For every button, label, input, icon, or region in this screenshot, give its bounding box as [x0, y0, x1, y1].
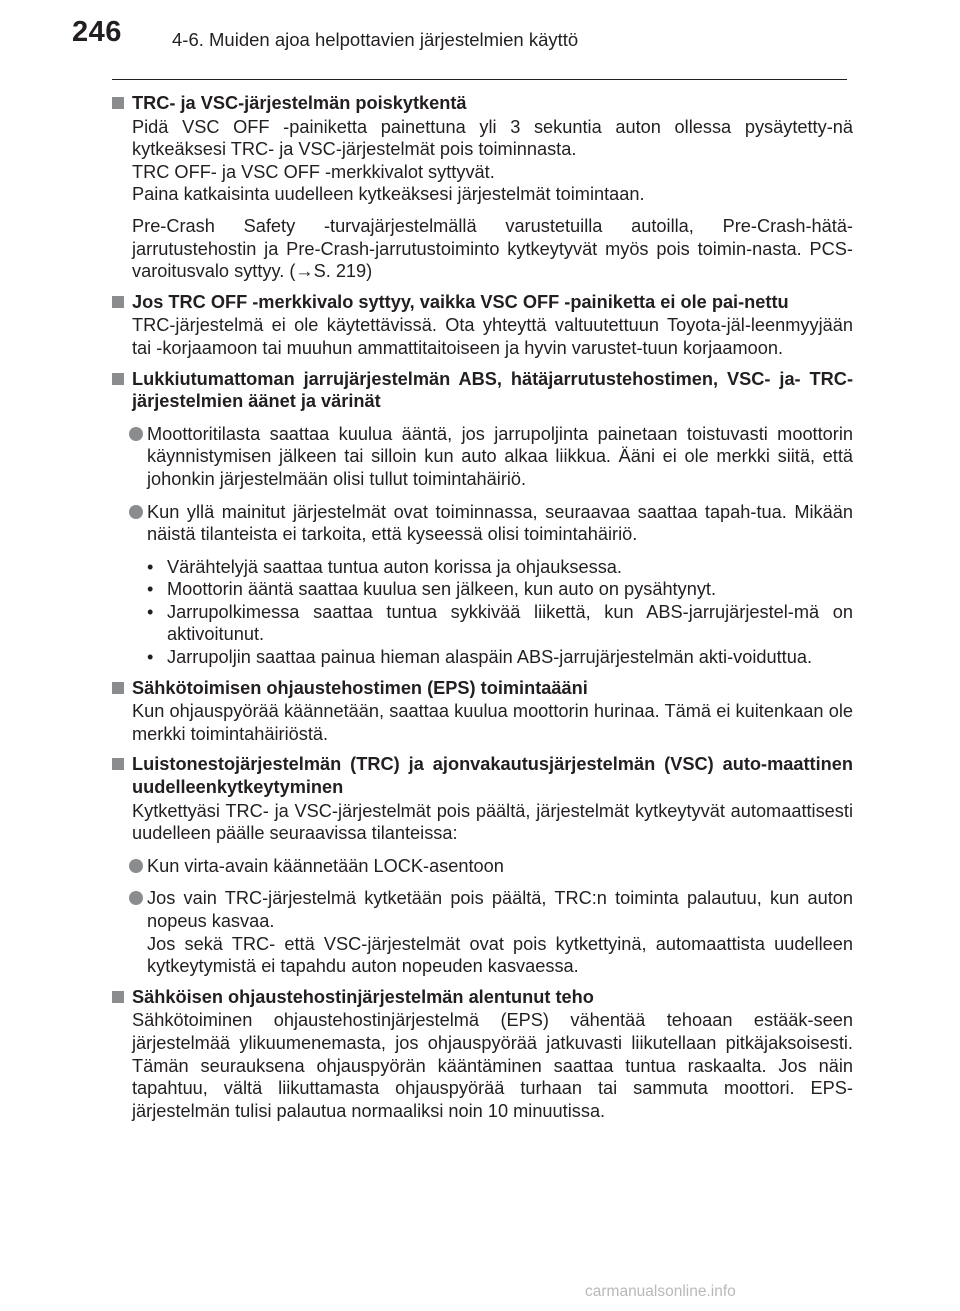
list-item-text: Moottoritilasta saattaa kuulua ääntä, jos jarrupoljinta painetaan toistuvasti moottorin käynnistymisen jälkeen tai silloin kun auto alkaa liikkua. Ääni ei ole merkki siitä, että johonkin järjestelmään olisi tullut toimintahäiriö.: [147, 423, 853, 489]
sub-list-item-text: Värähtelyjä saattaa tuntua auton korissa ja ohjauksessa.: [167, 556, 622, 577]
paragraph: [112, 116, 853, 206]
list-item-text: Kun virta-avain käännetään LOCK-asentoon: [147, 855, 504, 876]
list-item-text: Kun yllä mainitut järjestelmät ovat toiminnassa, seuraavaa saattaa tapah-tua. Mikään näistä tilanteista ei tarkoita, että kyseessä olisi toimintahäiriö.: [147, 501, 853, 545]
heading-text: Sähkötoimisen ohjaustehostimen (EPS) toimintaääni: [132, 677, 588, 698]
round-bullet-icon: [129, 859, 143, 873]
list-item-text: Jos vain TRC-järjestelmä kytketään pois päältä, TRC:n toiminta palautuu, kun auton nopeus kasvaa.: [147, 888, 853, 931]
section-heading: [112, 291, 853, 314]
heading-text: Lukkiutumattoman jarrujärjestelmän ABS, hätäjarrutustehostimen, VSC- ja- TRC-järjestelmien äänet ja värinät: [132, 368, 853, 412]
sub-list-item-text: Moottorin ääntä saattaa kuulua sen jälkeen, kun auto on pysähtynyt.: [167, 579, 717, 600]
heading-text: Sähköisen ohjaustehostinjärjestelmän alentunut teho: [132, 986, 594, 1007]
square-bullet-icon: [112, 682, 124, 694]
dot-mark-icon: •: [147, 579, 154, 600]
sub-list-item: [147, 556, 853, 579]
square-bullet-icon: [112, 991, 124, 1003]
square-bullet-icon: [112, 758, 124, 770]
round-bullet-icon: [129, 505, 143, 519]
section-eps-sound: [112, 677, 853, 746]
section-trc-off-indicator: [112, 291, 853, 360]
paragraph: Kytkettyäsi TRC- ja VSC-järjestelmät pois päältä, järjestelmät kytkeytyvät automaattisesti uudelleen päälle seuraavissa tilanteissa:: [132, 800, 853, 844]
heading-text: Jos TRC OFF -merkkivalo syttyy, vaikka VSC OFF -painiketta ei ole pai-nettu: [132, 291, 789, 312]
paragraph: Pre-Crash Safety -turvajärjestelmällä varustetuilla autoilla, Pre-Crash-hätä-jarrutustehostin ja Pre-Crash-jarrutustoiminto kytkeytyvät myös pois toimin-nasta. PCS-varoitusvalo syttyy. (→S. 219): [132, 215, 853, 282]
section-heading: [112, 677, 853, 700]
heading-text: Luistonestojärjestelmän (TRC) ja ajonvakautusjärjestelmän (VSC) auto-maattinen uudelleenkytkeytyminen: [132, 754, 853, 798]
page-number: 246: [72, 16, 122, 48]
section-trc-vsc-off: [112, 92, 853, 283]
list-item: [112, 887, 853, 977]
paragraph-text: Paina katkaisinta uudelleen kytkeäksesi järjestelmät toimintaan.: [132, 184, 645, 205]
round-bullet-icon: [129, 427, 143, 441]
dot-mark-icon: •: [147, 601, 154, 622]
paragraph: Kun ohjauspyörää käännetään, saattaa kuulua moottorin hurinaa. Tämä ei kuitenkaan ole merkki toimintahäiriöstä.: [132, 701, 853, 744]
square-bullet-icon: [112, 97, 124, 109]
paragraph-text: Pidä VSC OFF -painiketta painettuna yli 3 sekuntia auton ollessa pysäytetty-nä kytkeäksesi TRC- ja VSC-järjestelmät pois toiminnasta.: [132, 116, 853, 160]
list-item: [112, 423, 853, 491]
sub-list-item-text: Jarrupoljin saattaa painua hieman alaspäin ABS-jarrujärjestelmän akti-voiduttua.: [167, 647, 813, 668]
chapter-title: 4-6. Muiden ajoa helpottavien järjestelmien käyttö: [172, 29, 579, 50]
dot-mark-icon: •: [147, 647, 154, 668]
section-heading: [112, 753, 853, 798]
header-divider: [112, 79, 847, 80]
section-heading: [112, 368, 853, 413]
round-bullet-icon: [129, 891, 143, 905]
sub-list: [112, 556, 853, 669]
sub-list-item-text: Jarrupolkimessa saattaa tuntua sykkivää liikettä, kun ABS-jarrujärjestel-mä on aktivoitunut.: [167, 601, 853, 645]
sub-list-item: [147, 601, 853, 646]
page-content: [112, 92, 853, 1130]
list-item-text: Jos sekä TRC- että VSC-järjestelmät ovat pois kytkettyinä, automaattista uudelleen kytkeytymistä ei tapahdu auton nopeuden kasvaessa.: [147, 933, 853, 977]
list-item: [112, 501, 853, 546]
section-heading: [112, 986, 853, 1009]
sub-list-item: [147, 646, 853, 669]
sub-list-item: [147, 578, 853, 601]
heading-text: TRC- ja VSC-järjestelmän poiskytkentä: [132, 93, 467, 113]
dot-mark-icon: •: [147, 556, 154, 577]
paragraph-text: TRC OFF- ja VSC OFF -merkkivalot syttyvät.: [132, 161, 495, 182]
square-bullet-icon: [112, 373, 124, 385]
paragraph: Sähkötoiminen ohjaustehostinjärjestelmä (EPS) vähentää tehoaan estääk-seen järjestelmää ylikuumenemasta, jos ohjauspyörää jatkuvasti liikutellaan pitkäjaksoisesti. Tämän seurauksena ohjauspyörän kääntäminen saattaa tuntua raskaalta. Jos näin tapahtuu, vältä liikuttamasta ohjauspyörää turhaan tai sammuta moottori. EPS-järjestelmän tulisi palautua normaaliksi noin 10 minuutissa.: [132, 1010, 853, 1121]
list-item: [112, 855, 853, 878]
watermark: carmanualsonline.info: [585, 1283, 736, 1300]
section-auto-reengage: [112, 753, 853, 977]
section-abs-sounds: [112, 368, 853, 669]
section-eps-reduced: [112, 986, 853, 1123]
square-bullet-icon: [112, 296, 124, 308]
section-heading: [112, 92, 853, 115]
paragraph: TRC-järjestelmä ei ole käytettävissä. Ota yhteyttä valtuutettuun Toyota-jäl-leenmyyjään tai -korjaamoon tai muuhun ammattitaitoiseen ja hyvin varustet-tuun korjaamoon.: [132, 315, 853, 358]
